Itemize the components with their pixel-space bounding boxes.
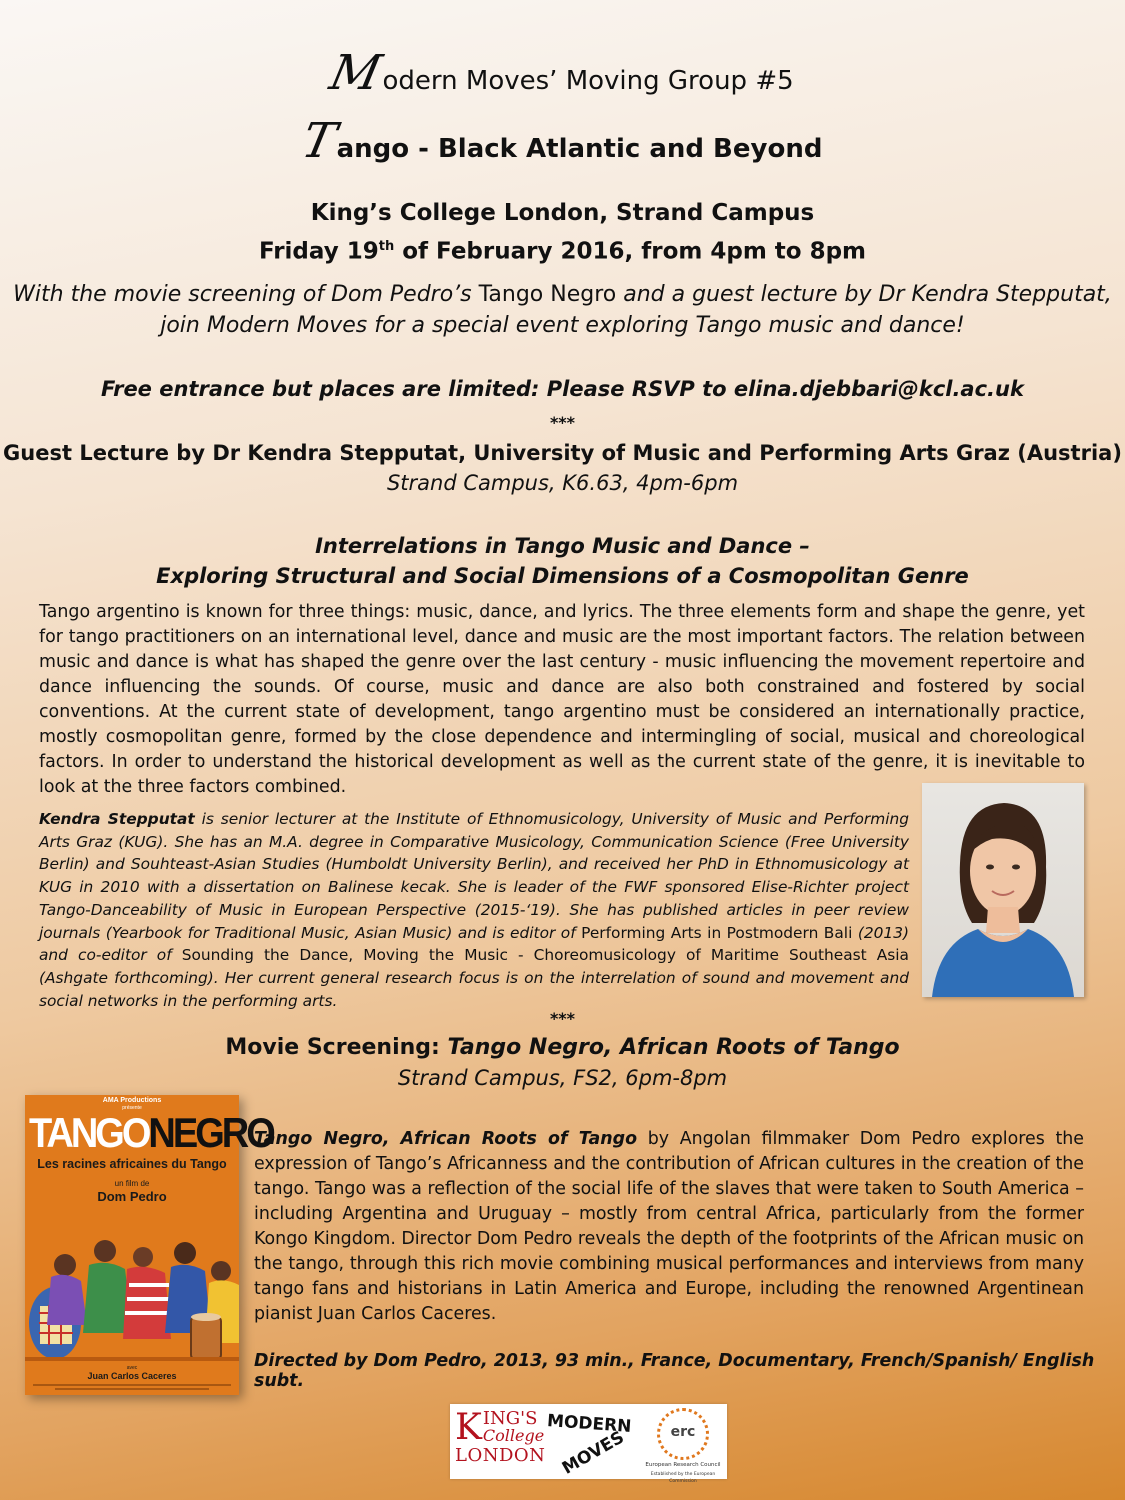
- modern-moves-logo-top: MODERN: [546, 1411, 633, 1437]
- movie-heading-prefix: Movie Screening:: [225, 1035, 448, 1060]
- poster-artwork: [25, 1213, 239, 1363]
- sponsor-logos: [450, 1404, 727, 1484]
- event-title: [0, 113, 1125, 169]
- intro-film-name: Tango Negro: [478, 282, 617, 307]
- poster-credits-block-2: [55, 1388, 209, 1390]
- poster-title-white: TANGO: [29, 1110, 149, 1158]
- movie-heading: [0, 1035, 1125, 1060]
- rsvp-notice: Free entrance but places are limited: Please RSVP to elina.djebbari@kcl.ac.uk: [101, 377, 1024, 401]
- kcl-logo-london: LONDON: [455, 1445, 546, 1466]
- poster-title: [29, 1111, 273, 1158]
- poster-presents: présente: [122, 1105, 142, 1111]
- lecture-location: Strand Campus, K6.63, 4pm-6pm: [386, 471, 739, 495]
- erc-caption: European Research Council: [645, 1462, 721, 1468]
- movie-credits: Directed by Dom Pedro, 2013, 93 min., France, Documentary, French/Spanish/ English subt.: [254, 1351, 1095, 1391]
- separator: ***: [549, 413, 576, 432]
- bio-book-1: Performing Arts in Postmodern Bali: [581, 923, 853, 942]
- intro-text: [0, 279, 1125, 341]
- lecture-abstract: Tango argentino is known for three things: music, dance, and lyrics. The three elements form and shape the genre, yet for tango practitioners on an international level, dance and music are the most important factors. The relation between music and dance is what has shaped the genre over the last century - music influencing the movement repertoire and dance influencing the sounds. Of course, music and dance are also both constrained and fostered by social conventions. At the current state of development, tango argentino must be considered an internationally practice, mostly cosmopolitan genre, formed by the close dependence and intermingling of social, musical and choreological factors. In order to understand the historical development as well as the current state of the genre, it is inevitable to look at the three factors combined.: [39, 602, 1085, 797]
- erc-logo: [643, 1408, 723, 1485]
- bio-part-3: (Ashgate forthcoming). Her current general research focus is on the interrelation of sound and movement and social networks in the performing arts.: [39, 968, 909, 1010]
- movie-synopsis: [254, 1127, 1084, 1327]
- modern-moves-logo: [546, 1411, 633, 1479]
- poster-featuring: Juan Carlos Caceres: [87, 1371, 177, 1381]
- series-initial: M: [325, 45, 387, 101]
- venue: King’s College London, Strand Campus: [310, 200, 815, 226]
- bio-book-2: Sounding the Dance, Moving the Music - Choreomusicology of Maritime Southeast Asia: [181, 946, 909, 965]
- lecture-title: [0, 531, 1125, 591]
- bio-part-1: is senior lecturer at the Institute of Ethnomusicology, University of Music and Performing Arts Graz (KUG). She has an M.A. degree in Comparative Musicology, Communication Science (Free University Berlin) and Souhteast-Asian Studies (Humboldt University Berlin), and received her PhD in Ethnomusicology at KUG in 2010 with a dissertation on Balinese kecak. She is leader of the FWF sponsored Elise-Richter project Tango-Danceability of Music in European Perspective (2015-‘19). She has published articles in peer review journals (Yearbook for Traditional Music, Asian Music) and is editor of: [39, 810, 909, 942]
- poster-with: avec: [126, 1365, 138, 1371]
- intro-part-2: and a guest lecture by Dr Kendra Stepputat,: [616, 282, 1112, 307]
- erc-logo-text: erc: [670, 1424, 696, 1440]
- erc-ring-icon: [657, 1408, 709, 1460]
- event-title-text: ango - Black Atlantic and Beyond: [336, 134, 823, 164]
- venue-date-block: [0, 197, 1125, 269]
- poster-credits-block: [33, 1384, 231, 1386]
- kcl-logo-ings: ING'S: [482, 1408, 538, 1429]
- erc-caption-2: Established by the European Commission: [650, 1472, 716, 1484]
- synopsis-text: by Angolan filmmaker Dom Pedro explores the expression of Tango’s Africanness and the contribution of African cultures in the creation of the tango. Tango was a reflection of the social life of the slaves that were taken to South America – including Argentina and Uruguay – mostly from central Africa, particularly from the former Kongo Kingdom. Director Dom Pedro reveals the depth of the footprints of the African music on the tango, through this rich movie combining musical performances and interviews from many tango fans and historians in Latin America and Europe, including the renowned Argentinean pianist Juan Carlos Caceres.: [254, 1129, 1085, 1324]
- intro-line-2: join Modern Moves for a special event exploring Tango music and dance!: [160, 313, 965, 338]
- kcl-logo: [455, 1407, 546, 1466]
- poster-title-black: NEGRO: [148, 1110, 273, 1158]
- poster-producer: AMA Productions: [102, 1097, 162, 1104]
- intro-line-1: [0, 279, 1125, 310]
- kcl-logo-k: K: [455, 1407, 482, 1448]
- speaker-photo: [922, 783, 1084, 997]
- lecture-title-line-2: Exploring Structural and Social Dimensions of a Cosmopolitan Genre: [156, 564, 969, 588]
- kcl-logo-college: College: [482, 1426, 545, 1445]
- speaker-bio: [39, 808, 909, 1012]
- poster-subtitle: Les racines africaines du Tango: [37, 1157, 227, 1171]
- date-text-rest: of February 2016, from 4pm to 8pm: [394, 238, 867, 265]
- bio-part-2: (2013) and co-editor of: [39, 923, 909, 965]
- separator-2: ***: [549, 1009, 576, 1028]
- poster-director: Dom Pedro: [97, 1189, 167, 1204]
- lecture-heading: Guest Lecture by Dr Kendra Stepputat, University of Music and Performing Arts Graz (Austria): [3, 441, 1122, 465]
- movie-location: Strand Campus, FS2, 6pm-8pm: [397, 1066, 728, 1090]
- intro-part-1: With the movie screening of Dom Pedro’s: [13, 282, 479, 307]
- movie-poster: [25, 1095, 273, 1395]
- movie-heading-title: Tango Negro, African Roots of Tango: [447, 1035, 900, 1060]
- series-title: [0, 45, 1125, 101]
- series-title-text: odern Moves’ Moving Group #5: [382, 66, 794, 96]
- speaker-name: Kendra Stepputat: [39, 810, 195, 828]
- synopsis-film-title: Tango Negro, African Roots of Tango: [254, 1129, 638, 1149]
- date-text: Friday 19: [258, 238, 379, 265]
- poster-film-by: un film de: [114, 1179, 150, 1188]
- speaker-portrait-image: [922, 783, 1084, 997]
- date-suffix: th: [378, 239, 395, 254]
- lecture-title-line-1: Interrelations in Tango Music and Dance –: [315, 534, 810, 558]
- title-initial: T: [296, 113, 341, 169]
- modern-moves-logo-bottom: MOVES: [558, 1427, 628, 1479]
- event-date: [0, 230, 1125, 269]
